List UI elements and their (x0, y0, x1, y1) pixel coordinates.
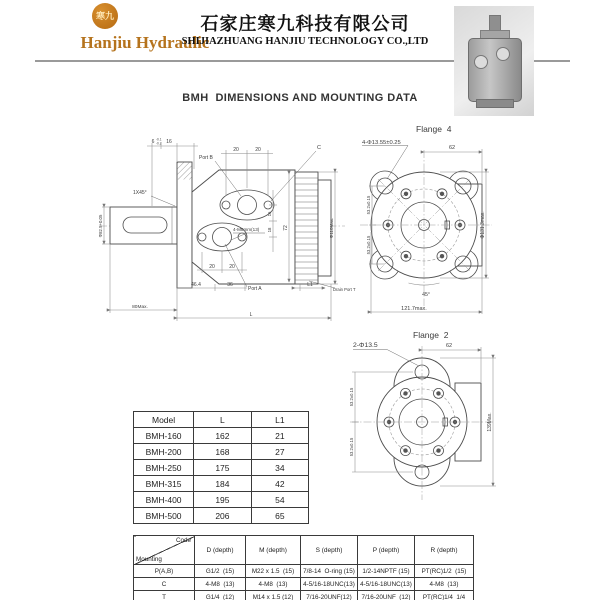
cell-m: M22 x 1.5 (15) (246, 565, 301, 578)
cell-m: 4-M8 (13) (246, 578, 301, 591)
col-header-model: Model (134, 412, 194, 428)
flange-4-dia-max: Φ131.3max. (480, 211, 486, 239)
cell-d: G1/4 (12) (195, 591, 246, 600)
table-row (134, 578, 474, 591)
flange-2-dim-top: 62 (445, 343, 453, 349)
cell-m: M14 x 1.5 (12) (246, 591, 301, 600)
motor-outline (110, 162, 331, 288)
dim-20-bottom-left: 20 (209, 264, 215, 270)
flange-4-width-max: 121.7max. (401, 306, 427, 312)
l1-cell: 34 (251, 460, 308, 476)
dim-20-bottom-right: 20 (229, 264, 235, 270)
dim-16-label: 16 (166, 139, 172, 145)
table-row (134, 492, 309, 508)
col-header-m: M (depth) (246, 536, 301, 565)
l-cell: 175 (194, 460, 251, 476)
cell-p: 1/2-14NPTF (15) (358, 565, 415, 578)
dim-l-label: L (249, 312, 253, 318)
flange-2-drawing (345, 328, 600, 513)
corner-label-code: Code (175, 537, 191, 544)
flange-4-drawing (360, 122, 600, 327)
l1-cell: 21 (251, 428, 308, 444)
dim-6-label: 6 (151, 139, 155, 145)
page-title: BMH DIMENSIONS AND MOUNTING DATA (182, 92, 418, 104)
table-row (134, 444, 309, 460)
dim-72-label: 72 (283, 225, 289, 231)
l1-cell: 27 (251, 444, 308, 460)
brand-name: Hanjiu Hydraulic (80, 33, 210, 52)
dimension-table (133, 411, 309, 524)
flange-4-dim-left-bottom: 53.2±0.15 (366, 235, 371, 255)
cell-d: G1/2 (15) (195, 565, 246, 578)
table-row (134, 565, 474, 578)
dim-46-4-label: 46.4 (191, 282, 201, 288)
cell-p: 4-5/16-18UNC(13) (358, 578, 415, 591)
l-cell: 184 (194, 476, 251, 492)
l-cell: 206 (194, 508, 251, 524)
cell-d: 4-M8 (13) (195, 578, 246, 591)
dim-6-tol-upper: -0.1 (156, 137, 162, 142)
dim-20-top-left: 20 (233, 147, 239, 153)
dim-80-label: 80Max. (132, 305, 148, 310)
col-header-p: P (depth) (358, 536, 415, 565)
flange-4-title: Flange 4 (416, 124, 452, 134)
flange-2-dim-left-top: 53.2±0.15 (349, 387, 354, 407)
port-a-label: Port A (248, 286, 262, 292)
l1-cell: 54 (251, 492, 308, 508)
dim-l1-label: L1 (307, 282, 313, 288)
flange-2-dim-left-bottom: 53.2±0.15 (349, 437, 354, 457)
flange-2-title: Flange 2 (413, 330, 449, 340)
body-dia-label: Φ110Max. (329, 217, 334, 239)
dim-18-label: 18 (267, 227, 272, 233)
photo-motor-base (476, 99, 514, 108)
table-row (134, 476, 309, 492)
dim-36-label: 36 (227, 282, 233, 288)
table-row (134, 460, 309, 476)
dim-16b-label: 16 (267, 211, 272, 217)
model-cell: BMH-200 (134, 444, 194, 460)
chamfer-label: 1X45° (133, 190, 147, 196)
drain-port-label: Drain Port T (333, 287, 356, 292)
motor-photo-illustration (466, 15, 522, 107)
model-cell: BMH-500 (134, 508, 194, 524)
col-header-s: S (depth) (301, 536, 358, 565)
flange-4-angle: 45° (422, 292, 430, 298)
col-header-l1: L1 (251, 412, 308, 428)
mounting-code-table (133, 535, 474, 600)
col-header-r: R (depth) (415, 536, 474, 565)
l-cell: 168 (194, 444, 251, 460)
mounting-table-header-row (134, 536, 474, 565)
cell-s: 7/16-20UNF(12) (301, 591, 358, 600)
mounting-row-label: P(A,B) (134, 565, 195, 578)
port-b-label: Port B (199, 155, 213, 161)
photo-motor-port-2 (496, 47, 510, 61)
photo-motor-body (468, 38, 522, 102)
corner-label-mounting: Mounting (136, 556, 162, 563)
company-logo-seal (92, 3, 118, 29)
model-cell: BMH-250 (134, 460, 194, 476)
l1-cell: 42 (251, 476, 308, 492)
product-photo (454, 6, 534, 116)
l-cell: 195 (194, 492, 251, 508)
photo-motor-port-1 (474, 55, 488, 69)
corner-header-cell (134, 536, 195, 565)
shaft-dia-label: Φ82.5+0.05 (98, 214, 103, 238)
table-row (134, 428, 309, 444)
motor-side-view-drawing (95, 132, 360, 332)
model-cell: BMH-160 (134, 428, 194, 444)
cell-s: 7/8-14 O-ring (15) (301, 565, 358, 578)
cell-r: PT(RC)1/4 1/4 (415, 591, 474, 600)
flange-4-hole-note: 4-Φ13.55±0.25 (362, 140, 401, 146)
cell-r: PT(RC)1/2 (15) (415, 565, 474, 578)
c-ref-label: C (317, 145, 321, 151)
model-cell: BMH-315 (134, 476, 194, 492)
dim-20-top-right: 20 (255, 147, 261, 153)
col-header-l: L (194, 412, 251, 428)
flange-2-hole-note: 2-Φ13.5 (353, 342, 378, 349)
flange-2-height-max: 139Max. (487, 412, 493, 432)
cell-p: 7/16-20UNF (12) (358, 591, 415, 600)
model-cell: BMH-400 (134, 492, 194, 508)
logo-seal-text: 寒九 (95, 10, 114, 21)
mounting-row-label: T (134, 591, 195, 600)
flange-4-dim-left-top: 53.2±0.15 (366, 195, 371, 215)
dimension-table-header-row (134, 412, 309, 428)
company-name-chinese: 石家庄寒九科技有限公司 (200, 14, 410, 34)
cell-r: 4-M8 (13) (415, 578, 474, 591)
dim-6-tol-lower: -0.2 (156, 141, 162, 146)
company-name-english: SHIJIAZHUANG HANJIU TECHNOLOGY CO.,LTD (181, 36, 429, 47)
table-row (134, 508, 309, 524)
flange-4-dim-top: 62 (448, 145, 456, 151)
thread-note-label: 4-M8mm(13) (233, 227, 260, 232)
l-cell: 162 (194, 428, 251, 444)
mounting-row-label: C (134, 578, 195, 591)
col-header-d: D (depth) (195, 536, 246, 565)
table-row (134, 591, 474, 600)
cell-s: 4-5/16-18UNC(13) (301, 578, 358, 591)
l1-cell: 65 (251, 508, 308, 524)
